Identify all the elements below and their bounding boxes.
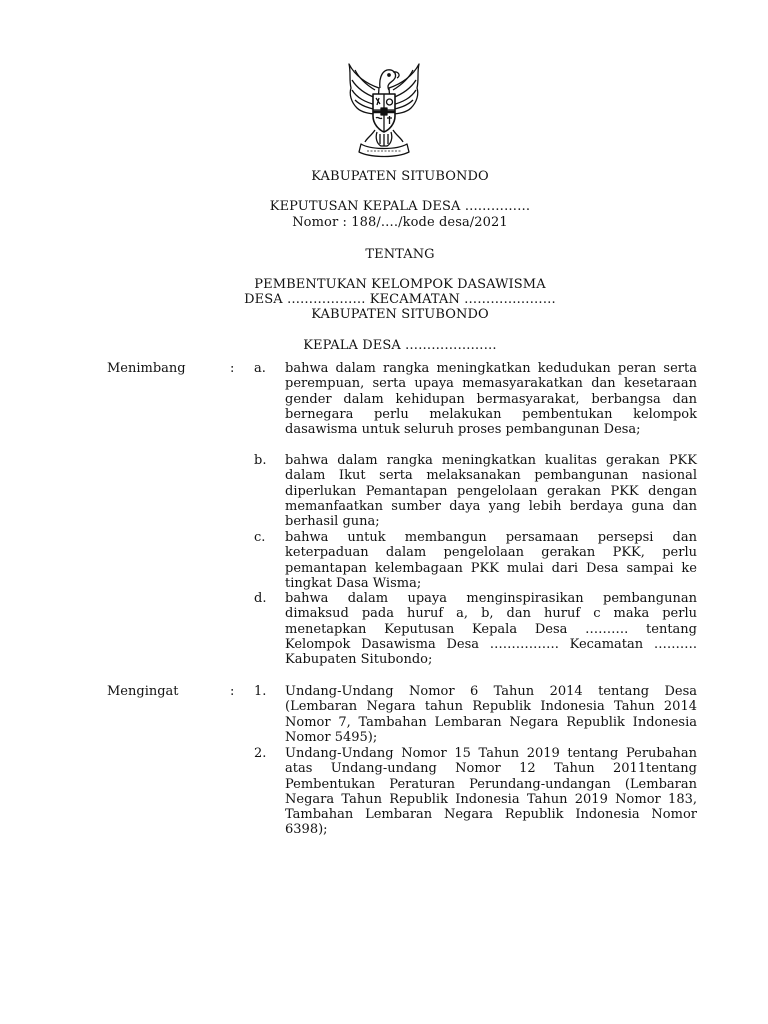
decree-number: Nomor : 188/…./kode desa/2021: [292, 215, 508, 230]
item-marker: a.: [254, 361, 266, 376]
mengingat-label: Mengingat: [107, 684, 179, 699]
about-heading: TENTANG: [365, 247, 435, 262]
subject-line-1: PEMBENTUKAN KELOMPOK DASAWISMA: [254, 277, 546, 292]
item-marker: c.: [254, 530, 266, 545]
mengingat-colon: :: [230, 684, 235, 699]
decree-title: KEPUTUSAN KEPALA DESA ……………: [269, 199, 531, 214]
issuer-title: KEPALA DESA …………………: [303, 338, 497, 353]
region-title: KABUPATEN SITUBONDO: [311, 169, 489, 184]
item-text: bahwa dalam rangka meningkatkan kedudukan peran serta perempuan, serta upaya memasyarakatkan dan kesetaraan gender dalam kehidupan bermasyarakat, berbangsa dan bernegara perlu melakukan pembentukan kelompok dasawisma untuk seluruh proses pembangunan Desa;: [285, 361, 697, 438]
subject-line-2: DESA ……………… KECAMATAN …………………: [244, 292, 556, 307]
item-marker: 1.: [254, 684, 267, 699]
subject-line-3: KABUPATEN SITUBONDO: [311, 307, 489, 322]
item-text: Undang-Undang Nomor 6 Tahun 2014 tentang Desa (Lembaran Negara tahun Republik Indonesia Tahun 2014 Nomor 7, Tambahan Lembaran Negara Republik Indonesia Nomor 5495);: [285, 684, 697, 745]
item-text: bahwa untuk membangun persamaan persepsi dan keterpaduan dalam pengelolaan gerakan PKK, perlu pemantapan kelembagaan PKK mulai dari Desa sampai ke tingkat Dasa Wisma;: [285, 530, 697, 591]
item-text: Undang-Undang Nomor 15 Tahun 2019 tentang Perubahan atas Undang-undang Nomor 12 Tahun 2011tentang Pembentukan Peraturan Perundang-undangan (Lembaran Negara Tahun Republik Indonesia Tahun 2019 Nomor 183, Tambahan Lembaran Negara Republik Indonesia Nomor 6398);: [285, 746, 697, 838]
item-text: bahwa dalam rangka meningkatkan kualitas gerakan PKK dalam Ikut serta melaksanakan pembangunan nasional diperlukan Pemantapan pengelolaan gerakan PKK dengan memanfaatkan sumber daya yang lebih berdaya guna dan berhasil guna;: [285, 453, 697, 530]
item-marker: b.: [254, 453, 267, 468]
menimbang-label: Menimbang: [107, 361, 186, 376]
item-text: bahwa dalam upaya menginspirasikan pembangunan dimaksud pada huruf a, b, dan huruf c maka perlu menetapkan Keputusan Kepala Desa ………. tentang Kelompok Dasawisma Desa ……………. Kecamatan ………. Kabupaten Situbondo;: [285, 591, 697, 668]
garuda-emblem-icon: [343, 58, 425, 162]
item-marker: d.: [254, 591, 267, 606]
menimbang-colon: :: [230, 361, 235, 376]
item-marker: 2.: [254, 746, 267, 761]
